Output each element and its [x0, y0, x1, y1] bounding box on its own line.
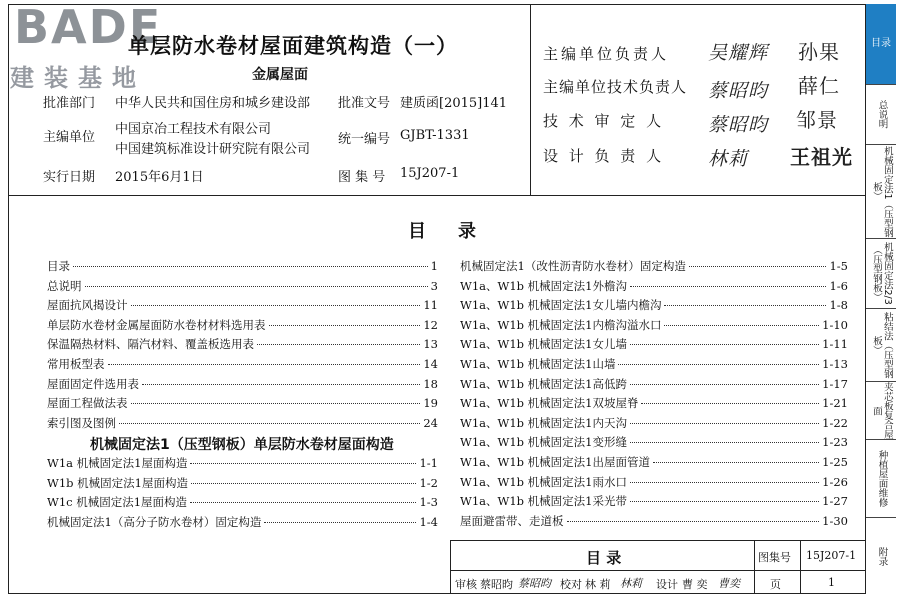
toc-entry-page: 1-5 — [829, 259, 848, 273]
sidebar-item-appendix[interactable]: 附录 — [876, 546, 888, 566]
toc-entry-label: W1b 机械固定法1屋面构造 — [47, 475, 188, 490]
toc-title: 目录 — [408, 221, 508, 242]
sidebar-item-planted-roof[interactable]: 种植屋面维修 — [866, 440, 896, 518]
toc-entry-page: 1-2 — [419, 475, 438, 490]
toc-entry[interactable] — [47, 336, 438, 355]
toc-dot-leader — [630, 286, 827, 287]
toc-entry-label: 单层防水卷材金属屋面防水卷材材料选用表 — [47, 317, 266, 332]
sidebar-item-adhesion[interactable]: 粘结法（压型钢板） — [866, 309, 896, 382]
unified-no: GJBT-1331 — [400, 128, 470, 143]
reviewer-name: 蔡昭昀 — [480, 578, 513, 591]
toc-entry-page: 1-26 — [822, 474, 848, 489]
toc-entry-page: 1-23 — [822, 435, 848, 450]
toc-dot-leader — [630, 423, 819, 424]
toc-entry[interactable] — [460, 513, 848, 532]
atlas-no-label: 图 集 号 — [338, 170, 386, 185]
toc-entry[interactable] — [460, 258, 848, 277]
effective-label: 实行日期 — [43, 170, 96, 185]
toc-entry-label: 屋面避雷带、走道板 — [460, 513, 564, 528]
toc-dot-leader — [630, 442, 819, 443]
toc-dot-leader — [664, 325, 819, 326]
toc-entry[interactable] — [47, 258, 438, 277]
toc-entry-label: W1a 机械固定法1屋面构造 — [47, 456, 188, 470]
toc-entry[interactable] — [460, 474, 848, 493]
responsible-label: 设 计 负 责 人 — [543, 147, 665, 165]
signature: 孙果 — [798, 40, 840, 64]
toc-dot-leader — [85, 286, 428, 287]
checker-name: 林 莉 — [585, 578, 611, 591]
toc-entry-label: 保温隔热材料、隔汽材料、覆盖板选用表 — [47, 337, 254, 352]
signature: 蔡昭昀 — [708, 114, 769, 136]
signature: 薛仁 — [798, 74, 840, 98]
approval-doc: 建质函[2015]141 — [400, 96, 508, 111]
sidebar-item-general-notes[interactable]: 总说明 — [866, 85, 896, 145]
toc-entry[interactable] — [47, 475, 438, 494]
toc-entry[interactable] — [460, 434, 848, 453]
brand-logo-text: BADE — [14, 0, 163, 54]
atlas-no: 15J207-1 — [400, 166, 460, 181]
toc-entry-page: 1 — [430, 259, 438, 273]
toc-dot-leader — [689, 266, 827, 267]
toc-dot-leader — [269, 325, 421, 326]
editor-1: 中国京冶工程技术有限公司 — [115, 122, 272, 137]
toc-entry-label: 屋面工程做法表 — [47, 396, 128, 411]
approval-doc-label: 批准文号 — [338, 96, 391, 111]
approval-dept: 中华人民共和国住房和城乡建设部 — [115, 96, 311, 111]
toc-entry-page: 1-11 — [822, 337, 848, 352]
toc-entry[interactable] — [47, 356, 438, 375]
check-label: 校对 — [560, 578, 582, 591]
toc-entry-label: W1a、W1b 机械固定法1变形缝 — [460, 435, 627, 450]
brand-logo-subtitle: 建装基地 — [10, 64, 146, 92]
review-label: 审核 — [455, 578, 477, 591]
toc-entry-page: 3 — [430, 278, 438, 293]
toc-entry-label: 屋面抗风揭设计 — [47, 298, 128, 313]
toc-entry-label: W1a、W1b 机械固定法1山墙 — [460, 357, 616, 371]
title-block-name: 目 录 — [586, 549, 622, 567]
toc-dot-leader — [641, 403, 819, 404]
toc-entry-label: W1a、W1b 机械固定法1出屋面管道 — [460, 455, 650, 469]
toc-entry[interactable] — [460, 278, 848, 297]
responsible-label: 主编单位负责人 — [543, 45, 670, 63]
toc-entry-label: W1a、W1b 机械固定法1雨水口 — [460, 474, 627, 489]
toc-entry-page: 18 — [423, 376, 438, 391]
toc-entry[interactable] — [460, 454, 848, 473]
page-number: 1 — [828, 576, 835, 589]
sidebar-item-mechanical-1[interactable]: 机械固定法1（压型钢板） — [866, 145, 896, 239]
toc-dot-leader — [190, 502, 416, 503]
design-signature: 曹奕 — [718, 577, 740, 590]
toc-entry-label: 目录 — [47, 259, 70, 273]
toc-dot-leader — [73, 266, 428, 267]
toc-entry-page: 1-6 — [829, 278, 848, 293]
responsible-label: 主编单位技术负责人 — [543, 78, 688, 96]
title-block-atlas-no: 15J207-1 — [806, 549, 857, 562]
toc-dot-leader — [630, 344, 819, 345]
header-right-divider — [530, 4, 531, 195]
toc-entry-page: 1-30 — [822, 513, 848, 528]
title-block-atlas-label: 图集号 — [758, 551, 791, 564]
signature: 蔡昭昀 — [708, 80, 769, 102]
toc-entry[interactable] — [460, 493, 848, 512]
document-title: 单层防水卷材屋面建筑构造（一） — [128, 34, 458, 58]
toc-entry[interactable] — [47, 278, 438, 297]
title-block-top — [450, 540, 866, 541]
toc-entry-page: 12 — [423, 317, 438, 332]
toc-entry-page: 1-4 — [419, 514, 438, 529]
design-label: 设计 — [656, 578, 678, 591]
toc-entry[interactable] — [460, 336, 848, 355]
review-signature: 蔡昭昀 — [518, 577, 551, 590]
toc-entry[interactable] — [460, 317, 848, 336]
sidebar-item-contents[interactable]: 目录 — [866, 4, 896, 85]
toc-entry[interactable] — [47, 395, 438, 414]
title-block-mid — [450, 570, 866, 571]
toc-entry-page: 1-13 — [822, 357, 848, 371]
toc-dot-leader — [191, 483, 416, 484]
toc-entry-page: 1-27 — [822, 494, 848, 509]
sidebar-item-mechanical-2-3[interactable]: 机械固定法2/3（压型钢板） — [866, 239, 896, 309]
toc-dot-leader — [653, 462, 819, 463]
toc-entry-page: 1-22 — [822, 415, 848, 430]
toc-entry-label: 总说明 — [47, 278, 82, 293]
signature: 邹景 — [796, 108, 838, 132]
toc-entry[interactable] — [460, 376, 848, 395]
toc-entry-page: 1-1 — [419, 456, 438, 470]
toc-entry[interactable] — [47, 494, 438, 513]
toc-entry[interactable] — [47, 376, 438, 395]
toc-entry[interactable] — [460, 356, 848, 375]
title-block-sep2 — [800, 540, 801, 594]
toc-dot-leader — [630, 501, 819, 502]
toc-dot-leader — [131, 305, 421, 306]
toc-entry[interactable] — [47, 514, 438, 533]
toc-dot-leader — [108, 364, 421, 365]
header-divider — [8, 195, 866, 196]
effective-date: 2015年6月1日 — [115, 170, 204, 185]
toc-dot-leader — [142, 384, 420, 385]
toc-entry-label: W1a、W1b 机械固定法1女儿墙内檐沟 — [460, 298, 662, 313]
toc-dot-leader — [618, 364, 819, 365]
title-block-sep — [754, 540, 755, 594]
toc-entry-page: 11 — [423, 298, 438, 313]
toc-entry[interactable] — [47, 455, 438, 474]
chapter-sidebar — [866, 4, 896, 594]
toc-entry-label: W1a、W1b 机械固定法1内天沟 — [460, 415, 627, 430]
toc-entry-page: 14 — [423, 357, 438, 371]
toc-entry-page: 1-21 — [822, 396, 848, 411]
toc-entry-label: 机械固定法1（改性沥青防水卷材）固定构造 — [460, 259, 686, 273]
toc-dot-leader — [119, 423, 420, 424]
toc-entry-label: W1a、W1b 机械固定法1采光带 — [460, 494, 627, 509]
toc-dot-leader — [257, 344, 420, 345]
toc-dot-leader — [664, 305, 826, 306]
toc-entry-label: W1c 机械固定法1屋面构造 — [47, 495, 188, 510]
unified-no-label: 统一编号 — [338, 132, 391, 147]
toc-entry[interactable] — [460, 297, 848, 316]
toc-entry-label: W1a、W1b 机械固定法1双坡屋脊 — [460, 396, 639, 411]
toc-entry-page: 24 — [423, 415, 438, 430]
toc-entry-label: W1a、W1b 机械固定法1高低跨 — [460, 376, 627, 391]
signature: 王祖光 — [790, 145, 853, 169]
signature: 林莉 — [708, 148, 749, 170]
toc-entry[interactable] — [460, 415, 848, 434]
toc-entry-page: 1-10 — [822, 317, 848, 332]
toc-entry[interactable] — [47, 297, 438, 316]
toc-dot-leader — [630, 384, 819, 385]
document-subtitle: 金属屋面 — [252, 67, 308, 83]
approval-dept-label: 批准部门 — [43, 96, 96, 111]
toc-entry-label: 常用板型表 — [47, 357, 105, 371]
section-heading: 机械固定法1（压型钢板）单层防水卷材屋面构造 — [90, 437, 394, 453]
toc-entry-page: 13 — [423, 337, 438, 352]
toc-entry-page: 1-17 — [822, 376, 848, 391]
toc-entry[interactable] — [47, 317, 438, 336]
toc-entry-page: 19 — [423, 396, 438, 411]
toc-entry-page: 1-3 — [419, 495, 438, 510]
designer-name: 曹 奕 — [682, 578, 708, 591]
toc-entry-page: 1-8 — [829, 298, 848, 313]
toc-entry-label: 索引图及图例 — [47, 415, 116, 430]
toc-entry-label: W1a、W1b 机械固定法1女儿墙 — [460, 337, 627, 352]
toc-dot-leader — [264, 522, 416, 523]
toc-dot-leader — [567, 521, 820, 522]
toc-entry-label: W1a、W1b 机械固定法1外檐沟 — [460, 278, 627, 293]
toc-entry-page: 1-25 — [822, 455, 848, 469]
sidebar-item-sandwich-panel[interactable]: 夹芯板复合屋面 — [866, 382, 896, 440]
toc-entry-label: W1a、W1b 机械固定法1内檐沟溢水口 — [460, 317, 662, 332]
editor-label: 主编单位 — [43, 130, 96, 145]
toc-dot-leader — [131, 403, 421, 404]
page-label: 页 — [770, 578, 781, 591]
signature: 吴耀辉 — [708, 42, 769, 64]
toc-entry-label: 机械固定法1（高分子防水卷材）固定构造 — [47, 514, 262, 529]
title-block-left — [450, 540, 451, 594]
toc-entry[interactable] — [460, 395, 848, 414]
toc-dot-leader — [190, 463, 416, 464]
check-signature: 林莉 — [620, 577, 642, 590]
toc-dot-leader — [630, 482, 819, 483]
toc-entry[interactable] — [47, 415, 438, 434]
toc-entry-label: 屋面固定件选用表 — [47, 376, 139, 391]
editor-2: 中国建筑标准设计研究院有限公司 — [115, 142, 311, 157]
responsible-label: 技 术 审 定 人 — [543, 112, 665, 130]
